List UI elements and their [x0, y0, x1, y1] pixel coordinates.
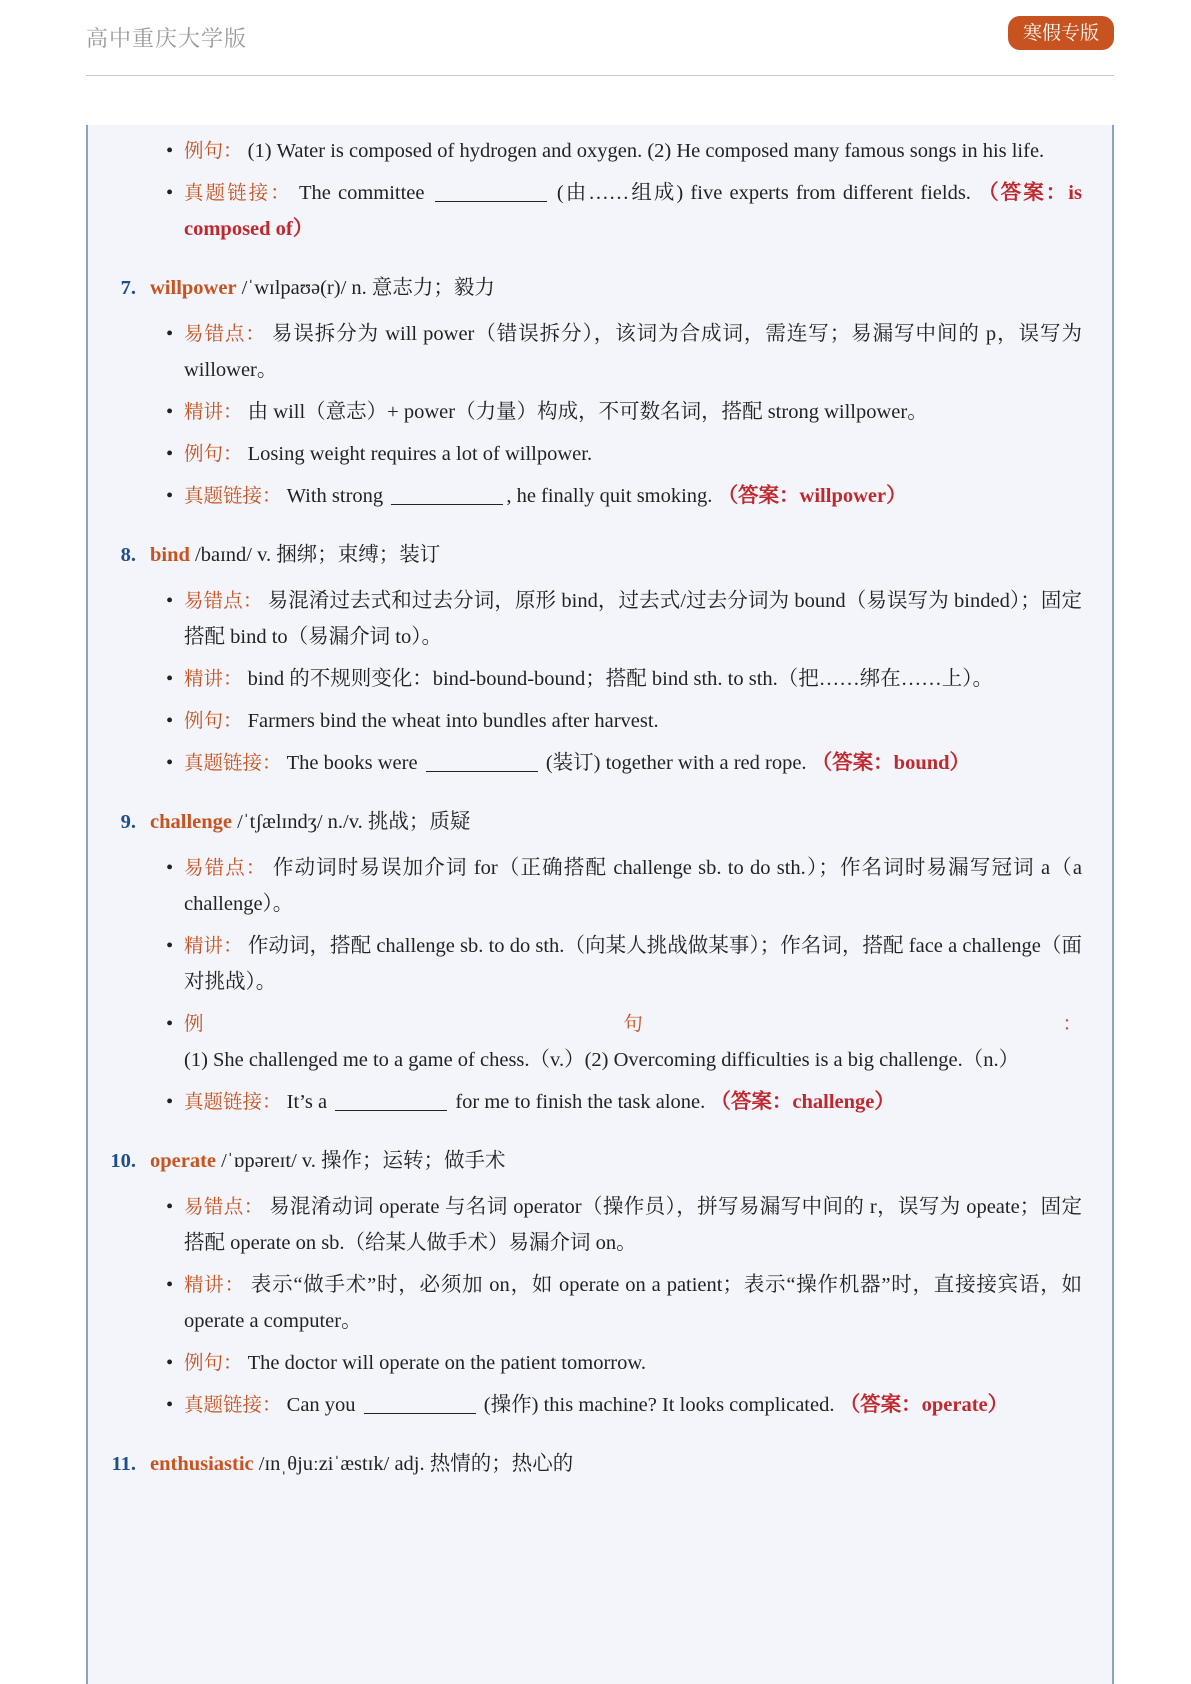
- mistake-label: 易错点：: [184, 856, 267, 879]
- bullet-dot: •: [166, 1091, 174, 1113]
- explain-item: [166, 661, 1082, 697]
- vocab-entry-11: [88, 1446, 1112, 1482]
- explain-text: 表示“做手术”时，必须加 on，如 operate on a patient；表示“操作机器”时，直接接宾语，如 operate a computer。: [184, 1274, 1082, 1332]
- exam-text-before: It’s a: [286, 1091, 333, 1113]
- mistake-text: 易混淆过去式和过去分词，原形 bind，过去式/过去分词为 bound（易误写为 binded）；固定搭配 bind to（易漏介词 to）。: [184, 590, 1082, 648]
- bullet-dot: •: [166, 752, 174, 774]
- exam-item: [166, 1387, 1082, 1423]
- explain-text: 作动词，搭配 challenge sb. to do sth.（向某人挑战做某事）；作名词，搭配 face a challenge（面对挑战）。: [184, 935, 1082, 993]
- exam-item: [166, 175, 1082, 247]
- exam-answer: （答案：is composed of）: [184, 182, 1082, 240]
- entry-number: 7.: [120, 277, 136, 299]
- bullet-dot: •: [166, 1274, 174, 1296]
- exam-item: [166, 1084, 1082, 1120]
- exam-answer: （答案：willpower）: [717, 485, 907, 507]
- exam-answer: （答案：bound）: [811, 752, 971, 774]
- exam-text-after: for me to finish the task alone.: [450, 1091, 711, 1113]
- phonetic-definition: /ɪnˌθjuːziˈæstɪk/ adj. 热情的；热心的: [253, 1453, 574, 1475]
- explain-label: 精讲：: [184, 934, 243, 957]
- example-item: [166, 1006, 1082, 1078]
- phonetic-definition: /ˈɒpəreɪt/ v. 操作；运转；做手术: [216, 1150, 506, 1172]
- example-text: (1) Water is composed of hydrogen and oxygen. (2) He composed many famous songs in his life.: [247, 140, 1045, 162]
- vocab-entry-9: [88, 804, 1112, 840]
- explain-item: [166, 1267, 1082, 1339]
- phonetic-definition: /ˈwɪlpaʊə(r)/ n. 意志力；毅力: [236, 277, 495, 299]
- edition-badge: 寒假专版: [1008, 16, 1114, 50]
- exam-label: 真题链接：: [184, 181, 292, 204]
- bullet-dot: •: [166, 590, 174, 612]
- header-title: 高中重庆大学版: [86, 26, 248, 51]
- mistake-item: [166, 850, 1082, 922]
- exam-text-after: , he finally quit smoking.: [506, 485, 718, 507]
- exam-answer: （答案：operate）: [839, 1394, 1009, 1416]
- bullet-dot: •: [166, 1013, 174, 1035]
- bullet-dot: •: [166, 935, 174, 957]
- bullet-dot: •: [166, 485, 174, 507]
- exam-text-before: Can you: [286, 1394, 361, 1416]
- bullet-dot: •: [166, 1196, 174, 1218]
- headword: challenge: [150, 811, 232, 833]
- entry-number: 10.: [110, 1150, 136, 1172]
- exam-text-before: With strong: [286, 485, 389, 507]
- mistake-label: 易错点：: [184, 589, 263, 612]
- explain-text: 由 will（意志）+ power（力量）构成，不可数名词，搭配 strong willpower。: [247, 401, 928, 423]
- explain-label: 精讲：: [184, 1273, 245, 1296]
- mistake-label: 易错点：: [184, 1195, 264, 1218]
- example-item: [166, 1345, 1082, 1381]
- mistake-text: 易混淆动词 operate 与名词 operator（操作员），拼写易漏写中间的 r，误写为 opeate；固定搭配 operate on sb.（给某人做手术）易漏介词 on。: [184, 1196, 1082, 1254]
- example-label: 例句：: [184, 1351, 243, 1374]
- bullet-dot: •: [166, 857, 174, 879]
- exam-text-after: (由……组成) five experts from different fields.: [549, 182, 979, 204]
- entry-headword: [150, 1143, 506, 1179]
- bullet-dot: •: [166, 668, 174, 690]
- header-divider: [86, 75, 1114, 76]
- mistake-item: [166, 316, 1082, 388]
- exam-label: 真题链接：: [184, 751, 282, 774]
- exam-item: [166, 478, 1082, 514]
- bullet-dot: •: [166, 1352, 174, 1374]
- example-text: Losing weight requires a lot of willpower.: [247, 443, 593, 465]
- vocab-entry-8: [88, 537, 1112, 573]
- fill-blank: [335, 1090, 447, 1111]
- vocab-entry-7: [88, 270, 1112, 306]
- exam-label: 真题链接：: [184, 1090, 282, 1113]
- example-label: 例句：: [184, 1012, 1082, 1035]
- entry-headword: [150, 270, 495, 306]
- entry-headword: [150, 804, 470, 840]
- headword: enthusiastic: [150, 1453, 254, 1475]
- phonetic-definition: /ˈtʃælɪndʒ/ n./v. 挑战；质疑: [232, 811, 471, 833]
- example-text: The doctor will operate on the patient tomorrow.: [247, 1352, 646, 1374]
- entry-number: 11.: [111, 1453, 136, 1475]
- phonetic-definition: /baɪnd/ v. 捆绑；束缚；装订: [189, 544, 441, 566]
- exam-text-after: (装订) together with a red rope.: [540, 752, 812, 774]
- example-label: 例句：: [184, 139, 243, 162]
- vocab-entry-10: [88, 1143, 1112, 1179]
- example-text: Farmers bind the wheat into bundles after harvest.: [247, 710, 659, 732]
- entry-number: 8.: [120, 544, 136, 566]
- explain-label: 精讲：: [184, 667, 243, 690]
- bullet-dot: •: [166, 182, 174, 204]
- content-panel: [86, 125, 1114, 1684]
- mistake-text: 作动词时易误加介词 for（正确搭配 challenge sb. to do sth.）；作名词时易漏写冠词 a（a challenge）。: [184, 857, 1082, 915]
- exam-label: 真题链接：: [184, 484, 282, 507]
- explain-item: [166, 928, 1082, 1000]
- explain-label: 精讲：: [184, 400, 243, 423]
- example-item: [166, 703, 1082, 739]
- example-text: (1) She challenged me to a game of chess.（v.）(2) Overcoming difficulties is a big challenge.（n.）: [184, 1049, 1020, 1071]
- bullet-dot: •: [166, 1394, 174, 1416]
- headword: willpower: [150, 277, 237, 299]
- example-item: [166, 436, 1082, 472]
- example-item: [166, 133, 1082, 169]
- entry-number: 9.: [120, 811, 136, 833]
- exam-text-after: (操作) this machine? It looks complicated.: [478, 1394, 840, 1416]
- example-label: 例句：: [184, 442, 243, 465]
- bullet-dot: •: [166, 443, 174, 465]
- mistake-text: 易误拆分为 will power（错误拆分），该词为合成词，需连写；易漏写中间的 p，误写为 willower。: [184, 323, 1082, 381]
- mistake-label: 易错点：: [184, 322, 266, 345]
- exam-answer: （答案：challenge）: [710, 1091, 895, 1113]
- explain-text: bind 的不规则变化：bind-bound-bound；搭配 bind sth. to sth.（把……绑在……上）。: [247, 668, 994, 690]
- exam-text-before: The books were: [286, 752, 423, 774]
- bullet-dot: •: [166, 401, 174, 423]
- bullet-dot: •: [166, 323, 174, 345]
- exam-item: [166, 745, 1082, 781]
- content-inner: [88, 125, 1112, 1482]
- exam-label: 真题链接：: [184, 1393, 282, 1416]
- exam-text-before: The committee: [298, 182, 432, 204]
- bullet-dot: •: [166, 710, 174, 732]
- fill-blank: [435, 181, 547, 202]
- fill-blank: [426, 751, 538, 772]
- entry-headword: [150, 1446, 573, 1482]
- entry-headword: [150, 537, 440, 573]
- mistake-item: [166, 583, 1082, 655]
- example-label: 例句：: [184, 709, 243, 732]
- headword: bind: [150, 544, 190, 566]
- bullet-dot: •: [166, 140, 174, 162]
- mistake-item: [166, 1189, 1082, 1261]
- fill-blank: [391, 484, 503, 505]
- headword: operate: [150, 1150, 217, 1172]
- explain-item: [166, 394, 1082, 430]
- fill-blank: [364, 1393, 476, 1414]
